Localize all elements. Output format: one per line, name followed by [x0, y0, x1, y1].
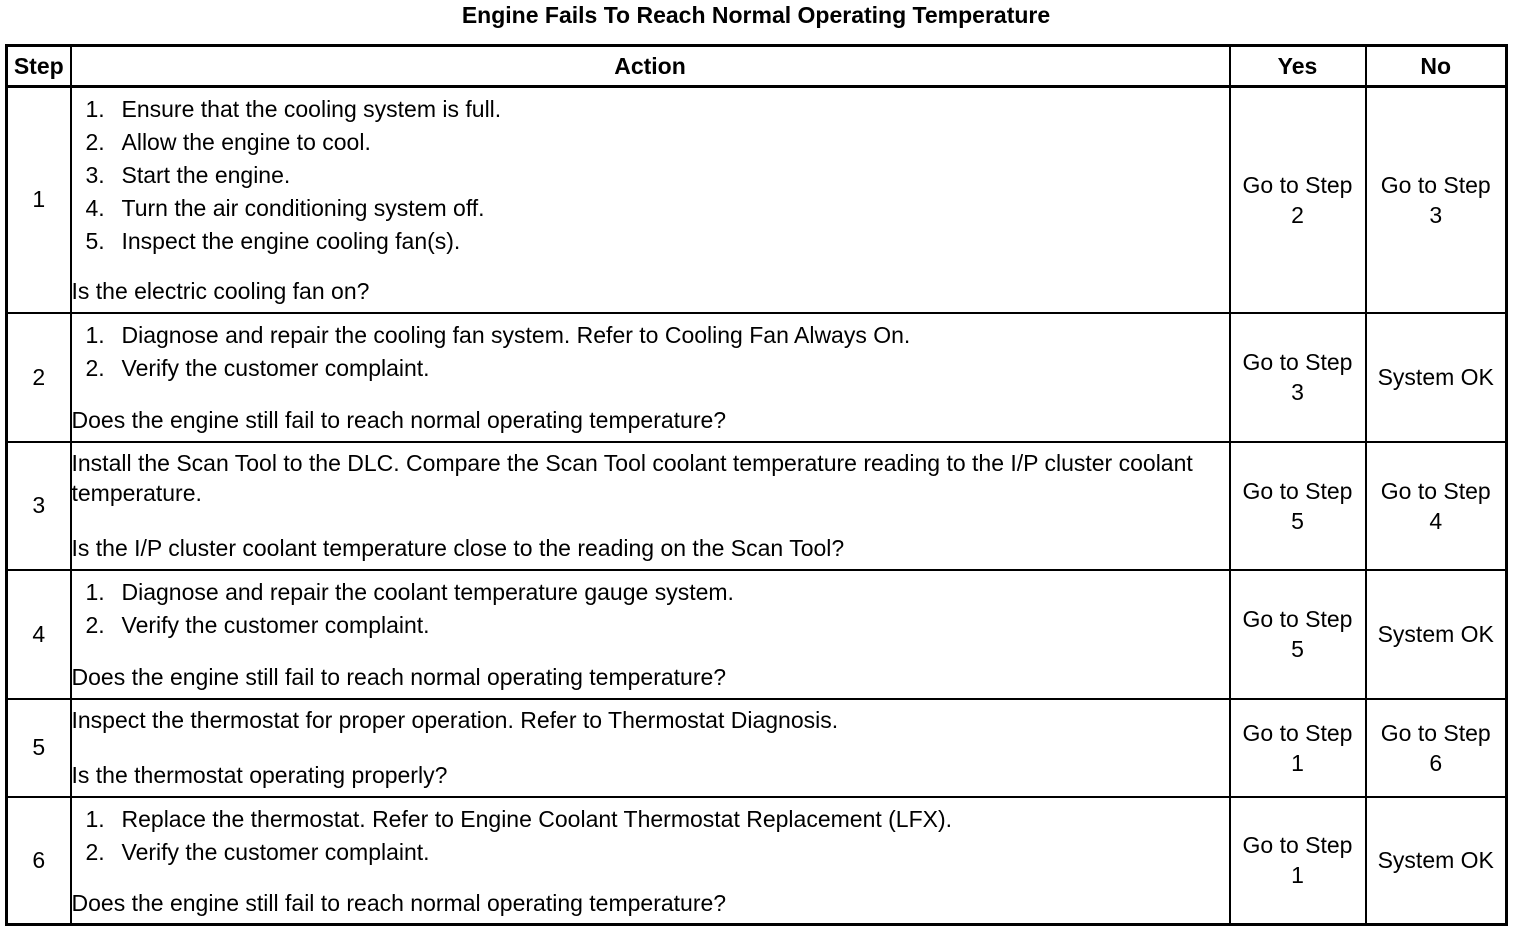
no-result-line: System OK [1377, 847, 1494, 874]
yes-result-line: 5 [1291, 507, 1304, 534]
list-item-text: Diagnose and repair the cooling fan system. Refer to Cooling Fan Always On. [121, 322, 911, 348]
header-step: Step [7, 46, 71, 87]
step-number: 3 [7, 442, 71, 570]
header-row [7, 46, 1507, 87]
page-title: Engine Fails To Reach Normal Operating Temperature [461, 2, 1051, 28]
list-item-number: 2. [85, 838, 105, 865]
yes-result-cell [1230, 699, 1366, 797]
no-result-cell [1366, 570, 1507, 699]
list-item-number: 1. [85, 805, 105, 832]
list-item-number: 3. [85, 162, 105, 189]
action-steps-list [72, 576, 1229, 642]
list-item-number: 2. [85, 612, 105, 638]
action-paragraph: Install the Scan Tool to the DLC. Compare the Scan Tool coolant temperature reading to the I/P cluster coolant temperature. [71, 450, 1193, 506]
action-paragraph: Inspect the thermostat for proper operation. Refer to Thermostat Diagnosis. [71, 707, 839, 733]
no-result-line: System OK [1377, 621, 1494, 647]
list-item [72, 352, 1229, 385]
list-item [72, 836, 1229, 869]
action-steps-list [72, 319, 1229, 385]
yes-result-line: Go to Step [1242, 477, 1353, 504]
action-question: Does the engine still fail to reach normal operating temperature? [71, 407, 727, 433]
step-number: 1 [7, 87, 71, 313]
list-item-text: Verify the customer complaint. [121, 355, 430, 381]
yes-result-cell [1230, 87, 1366, 313]
header-yes: Yes [1230, 46, 1366, 87]
yes-result-line: Go to Step [1242, 719, 1353, 746]
yes-result-line: 2 [1291, 201, 1304, 228]
no-result-line: Go to Step [1380, 719, 1491, 746]
no-result-line: 6 [1429, 749, 1443, 776]
action-cell [71, 570, 1230, 699]
list-item-number: 2. [85, 129, 105, 156]
no-result-cell [1366, 313, 1507, 442]
action-question: Does the engine still fail to reach normal operating temperature? [71, 889, 727, 916]
list-item-text: Verify the customer complaint. [121, 838, 430, 865]
list-item-text: Ensure that the cooling system is full. [121, 96, 502, 123]
yes-result-cell [1230, 313, 1366, 442]
list-item-number: 1. [85, 96, 105, 123]
list-item-number: 1. [85, 322, 105, 348]
list-item-number: 4. [85, 195, 105, 222]
no-result-line: 3 [1429, 201, 1443, 228]
list-item-text: Allow the engine to cool. [121, 129, 371, 156]
list-item-number: 1. [85, 579, 105, 605]
no-result-cell [1366, 442, 1507, 570]
list-item [72, 93, 1229, 126]
list-item-text: Turn the air conditioning system off. [121, 195, 485, 222]
no-result-line: System OK [1377, 364, 1494, 390]
yes-result-line: 1 [1291, 862, 1304, 889]
list-item [72, 159, 1229, 192]
no-result-line: Go to Step [1380, 171, 1491, 198]
action-cell [71, 699, 1230, 797]
header-action: Action [71, 46, 1230, 87]
table-row [7, 313, 1507, 442]
yes-result-line: 3 [1291, 379, 1304, 405]
table-row [7, 699, 1507, 797]
table-row [7, 570, 1507, 699]
diagnostic-table [5, 44, 1508, 926]
list-item [72, 225, 1229, 258]
step-number: 5 [7, 699, 71, 797]
header-no: No [1366, 46, 1507, 87]
step-number: 6 [7, 797, 71, 925]
yes-result-line: Go to Step [1242, 349, 1353, 375]
yes-result-line: Go to Step [1242, 832, 1353, 859]
action-cell [71, 87, 1230, 313]
no-result-line: Go to Step [1380, 477, 1491, 504]
yes-result-cell [1230, 442, 1366, 570]
action-question: Is the I/P cluster coolant temperature close to the reading on the Scan Tool? [71, 535, 845, 561]
list-item [72, 576, 1229, 609]
list-item-text: Inspect the engine cooling fan(s). [121, 228, 461, 255]
list-item [72, 126, 1229, 159]
table-row [7, 87, 1507, 313]
action-question: Is the thermostat operating properly? [71, 762, 448, 788]
list-item [72, 803, 1229, 836]
list-item-text: Start the engine. [121, 162, 291, 189]
list-item [72, 609, 1229, 642]
step-number: 2 [7, 313, 71, 442]
no-result-line: 4 [1429, 507, 1443, 534]
yes-result-line: 1 [1291, 749, 1304, 776]
list-item-text: Verify the customer complaint. [121, 612, 430, 638]
action-steps-list [72, 93, 1229, 258]
list-item-text: Replace the thermostat. Refer to Engine Coolant Thermostat Replacement (LFX). [121, 805, 953, 832]
table-row [7, 442, 1507, 570]
no-result-cell [1366, 699, 1507, 797]
action-cell [71, 797, 1230, 925]
yes-result-line: 5 [1291, 636, 1304, 662]
yes-result-cell [1230, 570, 1366, 699]
table-row [7, 797, 1507, 925]
yes-result-cell [1230, 797, 1366, 925]
list-item [72, 192, 1229, 225]
action-question: Does the engine still fail to reach normal operating temperature? [71, 664, 727, 690]
step-number: 4 [7, 570, 71, 699]
action-cell [71, 313, 1230, 442]
no-result-cell [1366, 797, 1507, 925]
list-item-text: Diagnose and repair the coolant temperature gauge system. [121, 579, 734, 605]
no-result-cell [1366, 87, 1507, 313]
yes-result-line: Go to Step [1242, 606, 1353, 632]
action-cell [71, 442, 1230, 570]
list-item-number: 2. [85, 355, 105, 381]
action-question: Is the electric cooling fan on? [71, 278, 370, 305]
list-item-number: 5. [85, 228, 105, 255]
action-steps-list [72, 803, 1229, 869]
yes-result-line: Go to Step [1242, 171, 1353, 198]
list-item [72, 319, 1229, 352]
